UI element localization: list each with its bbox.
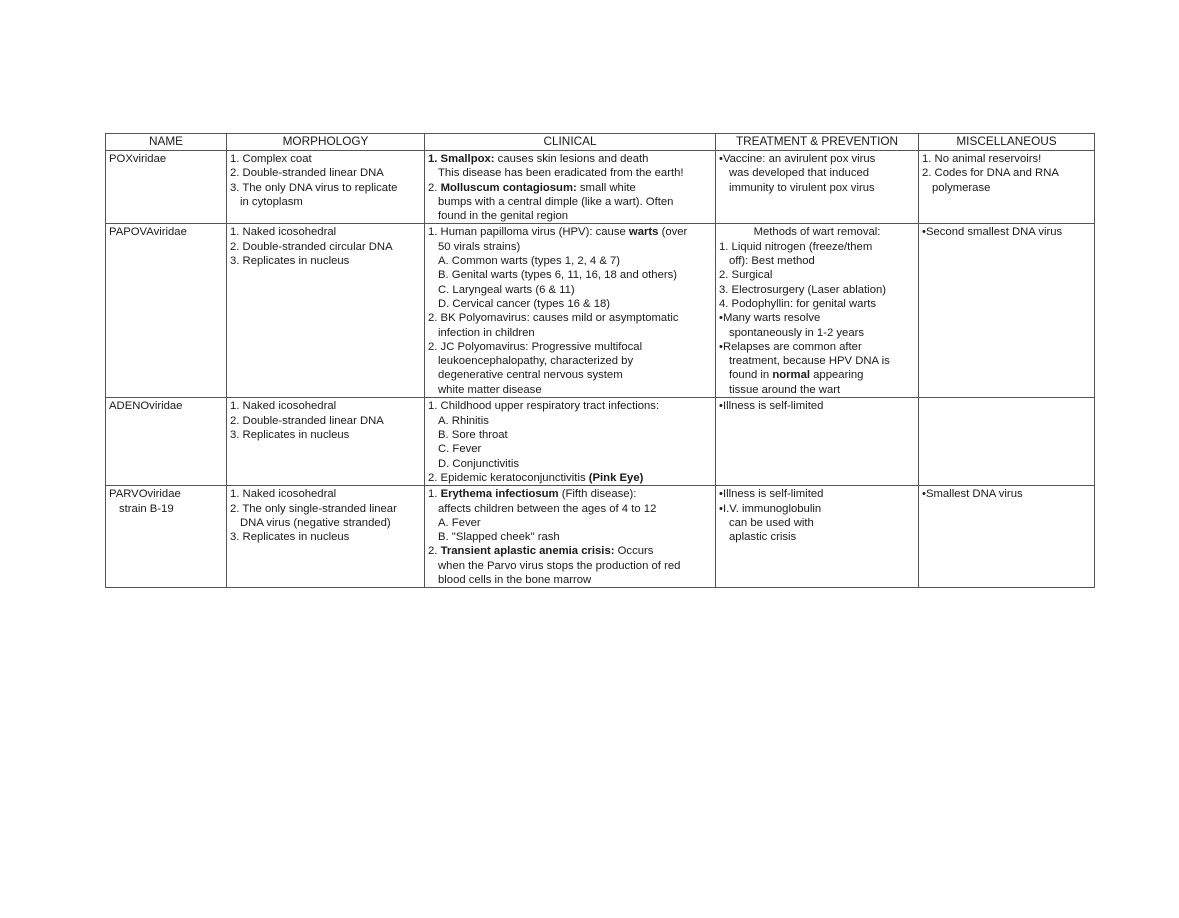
- table-row-adeno: [106, 398, 1095, 486]
- morph-line: DNA virus (negative stranded): [240, 516, 391, 529]
- cell-clinical: [425, 398, 716, 486]
- clinical-line: affects children between the ages of 4 to 12: [438, 502, 657, 515]
- clinical-line: B. "Slapped cheek" rash: [438, 531, 560, 544]
- clinical-line: degenerative central nervous system: [438, 369, 623, 382]
- clinical-bold: (Pink Eye): [588, 471, 644, 484]
- clinical-line: This disease has been eradicated from the earth!: [438, 167, 684, 180]
- treatment-text: found in: [729, 369, 773, 382]
- clinical-text: 1. Human papilloma virus (HPV): cause: [428, 226, 629, 239]
- misc-line: polymerase: [932, 181, 991, 194]
- treatment-line: immunity to virulent pox virus: [729, 181, 875, 194]
- clinical-line: 1. Childhood upper respiratory tract infections:: [428, 400, 660, 413]
- treatment-line: •Relapses are common after: [719, 340, 862, 353]
- dna-virus-table: [105, 133, 1095, 588]
- cell-treatment: [716, 486, 919, 588]
- clinical-text: (Fifth disease):: [558, 488, 637, 501]
- clinical-text: 2. Epidemic keratoconjunctivitis: [428, 471, 589, 484]
- clinical-line: leukoencephalopathy, characterized by: [438, 355, 634, 368]
- morph-line: 1. Naked icosohedral: [230, 226, 337, 239]
- treatment-line: spontaneously in 1-2 years: [729, 326, 865, 339]
- morph-line: 2. Double-stranded linear DNA: [230, 414, 384, 427]
- clinical-text: 2.: [428, 545, 441, 558]
- clinical-bold: 1. Smallpox:: [428, 153, 495, 165]
- clinical-line: C. Fever: [438, 443, 482, 456]
- clinical-line: 50 virals strains): [438, 240, 521, 253]
- table-row-parvo: [106, 486, 1095, 588]
- cell-morphology: [227, 486, 425, 588]
- clinical-line: [428, 225, 712, 239]
- clinical-text: (over: [658, 226, 688, 239]
- clinical-bold: Molluscum contagiosum:: [440, 181, 577, 194]
- treatment-line: 3. Electrosurgery (Laser ablation): [719, 283, 887, 296]
- clinical-line: B. Sore throat: [438, 429, 508, 442]
- clinical-line: D. Cervical cancer (types 16 & 18): [438, 297, 611, 310]
- clinical-text: 2.: [428, 181, 441, 194]
- virus-name: ADENOviridae: [109, 400, 183, 413]
- clinical-line: A. Common warts (types 1, 2, 4 & 7): [438, 255, 621, 268]
- clinical-line: [428, 152, 712, 166]
- morph-line: 1. Naked icosohedral: [230, 488, 337, 501]
- clinical-line: [428, 471, 712, 485]
- treatment-line: can be used with: [729, 516, 814, 529]
- treatment-line: off): Best method: [729, 255, 815, 268]
- cell-misc: [919, 151, 1095, 224]
- clinical-line: 2. JC Polyomavirus: Progressive multifocal: [428, 340, 643, 353]
- treatment-line: tissue around the wart: [729, 383, 841, 396]
- table-row-pox: [106, 151, 1095, 224]
- clinical-bold: warts: [628, 226, 659, 239]
- cell-clinical: [425, 224, 716, 398]
- morph-line: 3. Replicates in nucleus: [230, 429, 350, 442]
- clinical-line: 2. BK Polyomavirus: causes mild or asymptomatic: [428, 312, 679, 325]
- clinical-line: [428, 487, 712, 501]
- treatment-line: •Vaccine: an avirulent pox virus: [719, 153, 876, 165]
- morph-line: 3. The only DNA virus to replicate: [230, 181, 398, 194]
- header-misc: MISCELLANEOUS: [919, 134, 1095, 151]
- cell-misc: [919, 398, 1095, 486]
- clinical-text: causes skin lesions and death: [494, 153, 649, 165]
- treatment-line: •Illness is self-limited: [719, 488, 824, 501]
- clinical-bold: Transient aplastic anemia crisis:: [440, 545, 615, 558]
- virus-name: PARVOviridae: [109, 488, 181, 501]
- misc-line: 2. Codes for DNA and RNA: [922, 167, 1059, 180]
- morph-line: 2. Double-stranded linear DNA: [230, 167, 384, 180]
- virus-strain: strain B-19: [119, 502, 174, 515]
- cell-name: [106, 224, 227, 398]
- treatment-line: aplastic crisis: [729, 531, 797, 544]
- cell-morphology: [227, 151, 425, 224]
- cell-treatment: [716, 398, 919, 486]
- clinical-bold: Erythema infectiosum: [440, 488, 559, 501]
- header-treatment: TREATMENT & PREVENTION: [716, 134, 919, 151]
- clinical-line: A. Rhinitis: [438, 414, 489, 427]
- treatment-line: treatment, because HPV DNA is: [729, 355, 890, 368]
- header-name: NAME: [106, 134, 227, 151]
- clinical-line: infection in children: [438, 326, 535, 339]
- treatment-line: was developed that induced: [729, 167, 870, 180]
- morph-line: 3. Replicates in nucleus: [230, 531, 350, 544]
- clinical-line: B. Genital warts (types 6, 11, 16, 18 and others): [438, 269, 678, 282]
- header-clinical: CLINICAL: [425, 134, 716, 151]
- clinical-line: [428, 181, 712, 195]
- cell-name: [106, 486, 227, 588]
- cell-morphology: [227, 224, 425, 398]
- clinical-line: [428, 544, 712, 558]
- misc-line: 1. No animal reservoirs!: [922, 153, 1042, 165]
- clinical-text: small white: [576, 181, 636, 194]
- morph-line: 1. Complex coat: [230, 153, 312, 165]
- treatment-bold: normal: [772, 369, 811, 382]
- cell-treatment: [716, 151, 919, 224]
- treatment-line: 1. Liquid nitrogen (freeze/them: [719, 240, 873, 253]
- clinical-line: C. Laryngeal warts (6 & 11): [438, 283, 575, 296]
- treatment-title: Methods of wart removal:: [753, 226, 881, 239]
- treatment-line: •Illness is self-limited: [719, 400, 824, 413]
- cell-misc: [919, 486, 1095, 588]
- cell-name: [106, 398, 227, 486]
- cell-name: [106, 151, 227, 224]
- clinical-line: D. Conjunctivitis: [438, 457, 519, 470]
- header-row: [106, 134, 1095, 151]
- morph-line: 3. Replicates in nucleus: [230, 255, 350, 268]
- header-morphology: MORPHOLOGY: [227, 134, 425, 151]
- misc-line: •Second smallest DNA virus: [922, 226, 1063, 239]
- morph-line: in cytoplasm: [240, 195, 303, 208]
- clinical-line: white matter disease: [438, 383, 542, 396]
- treatment-line: •I.V. immunoglobulin: [719, 502, 822, 515]
- clinical-line: found in the genital region: [438, 210, 569, 223]
- virus-name: POXviridae: [109, 153, 167, 165]
- cell-clinical: [425, 486, 716, 588]
- treatment-line: 4. Podophyllin: for genital warts: [719, 297, 876, 310]
- morph-line: 2. The only single-stranded linear: [230, 502, 397, 515]
- treatment-line: •Many warts resolve: [719, 312, 821, 325]
- table-row-papova: [106, 224, 1095, 398]
- clinical-line: A. Fever: [438, 516, 481, 529]
- treatment-text: appearing: [810, 369, 864, 382]
- treatment-line: 2. Surgical: [719, 269, 773, 282]
- clinical-line: when the Parvo virus stops the production of red: [438, 559, 681, 572]
- cell-treatment: [716, 224, 919, 398]
- treatment-line: [719, 368, 915, 382]
- clinical-line: blood cells in the bone marrow: [438, 574, 592, 587]
- virus-name: PAPOVAviridae: [109, 226, 187, 239]
- clinical-line: bumps with a central dimple (like a wart). Often: [438, 195, 674, 208]
- clinical-text: 1.: [428, 488, 441, 501]
- morph-line: 1. Naked icosohedral: [230, 400, 337, 413]
- clinical-text: Occurs: [614, 545, 654, 558]
- cell-clinical: [425, 151, 716, 224]
- misc-line: •Smallest DNA virus: [922, 488, 1023, 501]
- cell-morphology: [227, 398, 425, 486]
- morph-line: 2. Double-stranded circular DNA: [230, 240, 393, 253]
- cell-misc: [919, 224, 1095, 398]
